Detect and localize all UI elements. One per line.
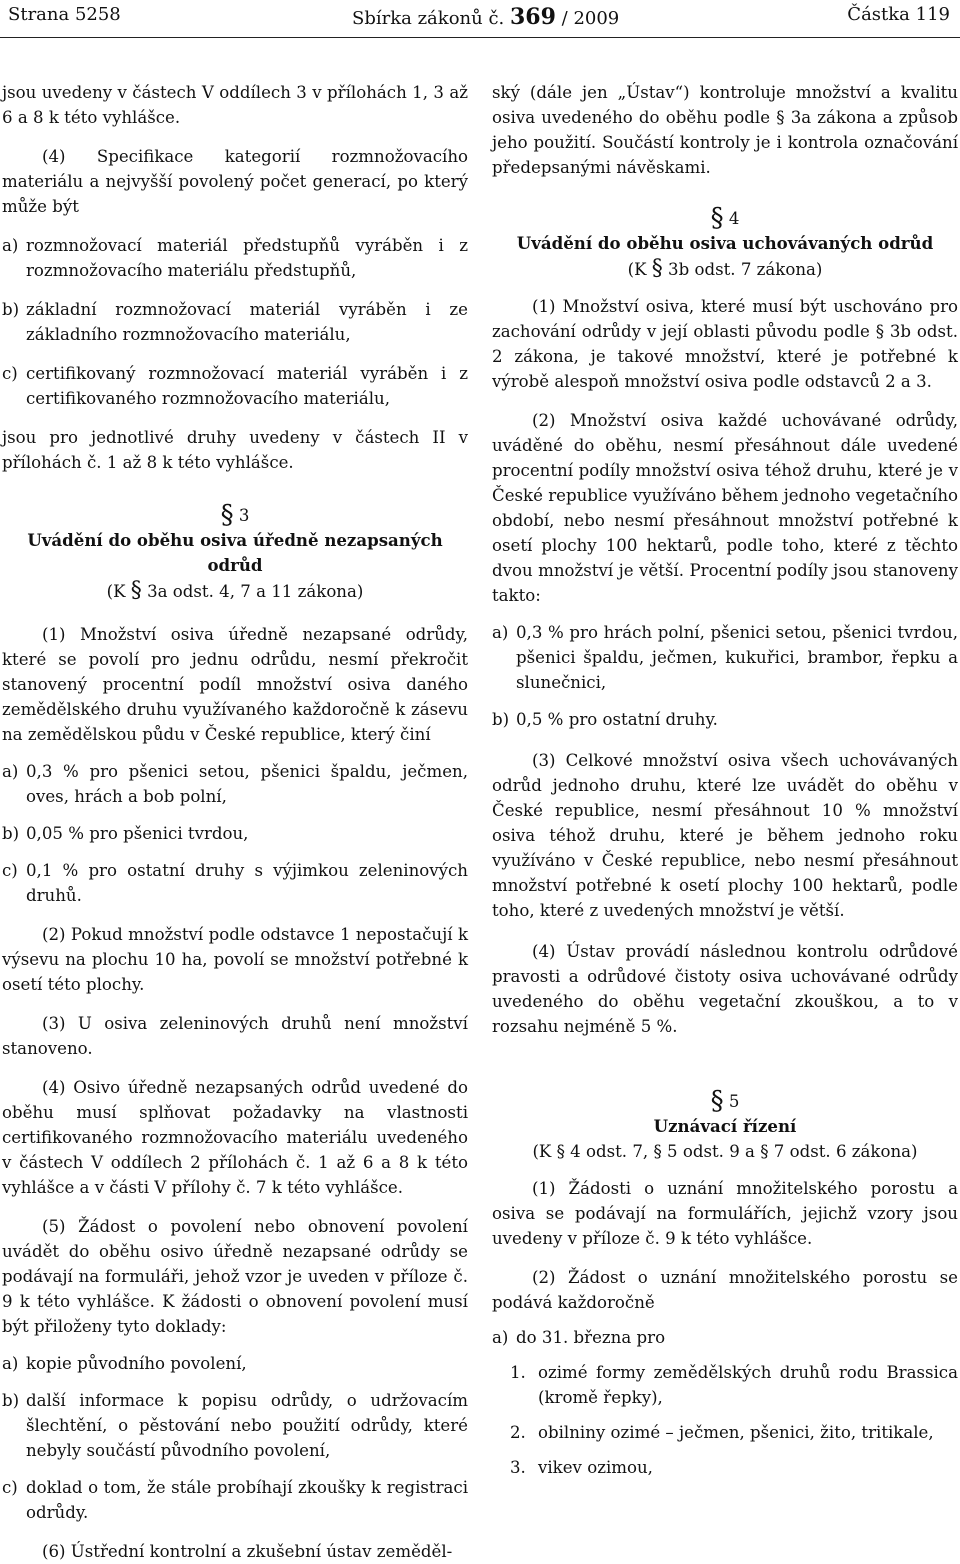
list-item: b) 0,05 % pro pšenici tvrdou, [2,824,249,843]
list-item: 3. vikev ozimou, [510,1458,653,1477]
paragraph: (3) U osiva zeleninových druhů není množství stanoveno. [2,1014,468,1058]
section-number: § 5 [710,1086,740,1116]
paragraph: jsou uvedeny v částech V oddílech 3 v přílohách 1, 3 až 6 a 8 k této vyhlášce. [2,83,468,127]
paragraph: (1) Množství osiva úředně nezapsané odrůdy, které se povolí pro jednu odrůdu, nesmí překročit stanovený procentní podíl množství osiva daného zemědělského druhu využívaného každoročně k zásevu na zemědělskou půdu v České republice, který činí [2,625,468,744]
section-reference: (K § 3b odst. 7 zákona) [627,256,823,281]
header-rule [0,37,960,38]
list-item: c) 0,1 % pro ostatní druhy s výjimkou zeleninových druhů. [2,861,468,905]
list-item: a) rozmnožovací materiál předstupňů vyráběn i z rozmnožovacího materiálu předstupňů, [2,236,468,280]
paragraph: (1) Množství osiva, které musí být uschováno pro zachování odrůdy v její oblasti původu podle § 3b odst. 2 zákona, je takové množství, které je potřebné k výrobě alespoň množství osiva podle odstavců 2 a 3. [492,297,958,391]
section-number: § 3 [220,500,250,530]
section-number: § 4 [710,203,740,233]
paragraph: (4) Specifikace kategorií rozmnožovacího materiálu a nejvyšší povolený počet generací, po který může být [2,147,468,216]
list-item: b) základní rozmnožovací materiál vyráběn i ze základního rozmnožovacího materiálu, [2,300,468,344]
list-item: b) 0,5 % pro ostatní druhy. [492,710,718,729]
list-item: a) 0,3 % pro hrách polní, pšenici setou, pšenici tvrdou, pšenici špaldu, ječmen, kukuřici, brambor, řepku a slunečnici, [492,623,958,692]
paragraph: (2) Pokud množství podle odstavce 1 nepostačují k výsevu na plochu 10 ha, povolí se množství potřebné k osetí této plochy. [2,925,468,994]
section-heading: Uznávací řízení [653,1116,797,1136]
paragraph: (5) Žádost o povolení nebo obnovení povolení uvádět do oběhu osivo úředně nezapsané odrůdy se podávají na formuláři, jehož vzor je uveden v příloze č. 9 k této vyhlášce. K žádosti o obnovení povolení musí být přiloženy tyto doklady: [2,1217,468,1336]
collection-number: 369 [509,4,556,30]
list [2,1351,468,1525]
list-item: a) do 31. března pro [492,1328,666,1347]
paragraph: jsou pro jednotlivé druhy uvedeny v částech II v přílohách č. 1 až 8 k této vyhlášce. [2,428,468,472]
list-item: b) další informace k popisu odrůdy, o udržovacím šlechtění, o pěstování nebo použití odrůdy, které nebyly součástí původního povolení, [2,1391,468,1460]
section-reference: (K § 3a odst. 4, 7 a 11 zákona) [106,578,364,603]
list-item: a) 0,3 % pro pšenici setou, pšenici špaldu, ječmen, oves, hrách a bob polní, [2,762,468,806]
page-number: Strana 5258 [8,4,121,25]
list-item: 2. obilniny ozimé – ječmen, pšenici, žito, tritikale, [510,1423,934,1442]
paragraph: (4) Ústav provádí následnou kontrolu odrůdové pravosti a odrůdové čistoty osiva uchovávané odrůdy uvedeného do oběhu vegetační zkouškou, a to v rozsahu nejméně 5 %. [492,942,958,1036]
paragraph: (2) Žádost o uznání množitelského porostu se podává každoročně [492,1268,958,1312]
paragraph: (1) Žádosti o uznání množitelského porostu a osiva se podávají na formulářích, jejichž vzory jsou uvedeny v příloze č. 9 k této vyhlášce. [492,1179,958,1248]
list [492,620,958,732]
list [492,1325,958,1480]
section-heading: Uvádění do oběhu osiva úředně nezapsaných odrůd [27,530,443,575]
list-item: c) doklad o tom, že stále probíhají zkoušky k registraci odrůdy. [2,1478,468,1522]
list [2,233,468,411]
paragraph: (3) Celkové množství osiva všech uchovávaných odrůd jednoho druhu, které lze uvádět do oběhu v České republice, nesmí přesáhnout 10 % množství osiva téhož druhu, které je během jednoho roku využíváno v České republice, nebo nesmí přesáhnout množství potřebné k osetí plochy 100 hektarů, podle toho, které z uvedených množství je větší. [492,751,958,920]
paragraph: (6) Ústřední kontrolní a zkušební ústav zeměděl- [42,1542,453,1561]
part-number: Částka 119 [847,4,950,25]
right-column [492,80,958,1480]
left-column [2,80,468,1564]
section-reference: (K § 4 odst. 7, § 5 odst. 9 a § 7 odst. 6 zákona) [532,1142,918,1161]
list-item: a) kopie původního povolení, [2,1354,247,1373]
list-item: c) certifikovaný rozmnožovací materiál vyráběn i z certifikovaného rozmnožovacího materiálu, [2,364,468,408]
section-heading: Uvádění do oběhu osiva uchovávaných odrůd [516,233,934,253]
paragraph: (4) Osivo úředně nezapsaných odrůd uvedené do oběhu musí splňovat požadavky na vlastnosti certifikovaného rozmnožovacího materiálu uvedeného v částech V oddílech 2 přílohách č. 1 až 6 a 8 k této vyhlášce a v části V přílohy č. 7 k této vyhlášce. [2,1078,468,1197]
paragraph: (2) Množství osiva každé uchovávané odrůdy, uváděné do oběhu, nesmí přesáhnout dále uvedené procentní podíly množství osiva téhož druhu, které je v České republice využíváno během jednoho vegetačního období, nebo nesmí přesáhnout množství potřebné k osetí plochy 100 hektarů, podle toho, které z těchto dvou množství je větší. Procentní podíly jsou stanoveny takto: [492,411,958,605]
collection-title: Sbírka zákonů č. 369 / 2009 [352,4,620,30]
list [2,759,468,908]
list-item: 1. ozimé formy zemědělských druhů rodu Brassica (kromě řepky), [510,1363,958,1407]
paragraph: ský (dále jen „Ústav“) kontroluje množství a kvalitu osiva uvedeného do oběhu podle § 3a zákona a způsob jeho použití. Součástí kontroly je i kontrola označování předepsanými návěskami. [492,83,958,177]
page-header [0,0,960,38]
